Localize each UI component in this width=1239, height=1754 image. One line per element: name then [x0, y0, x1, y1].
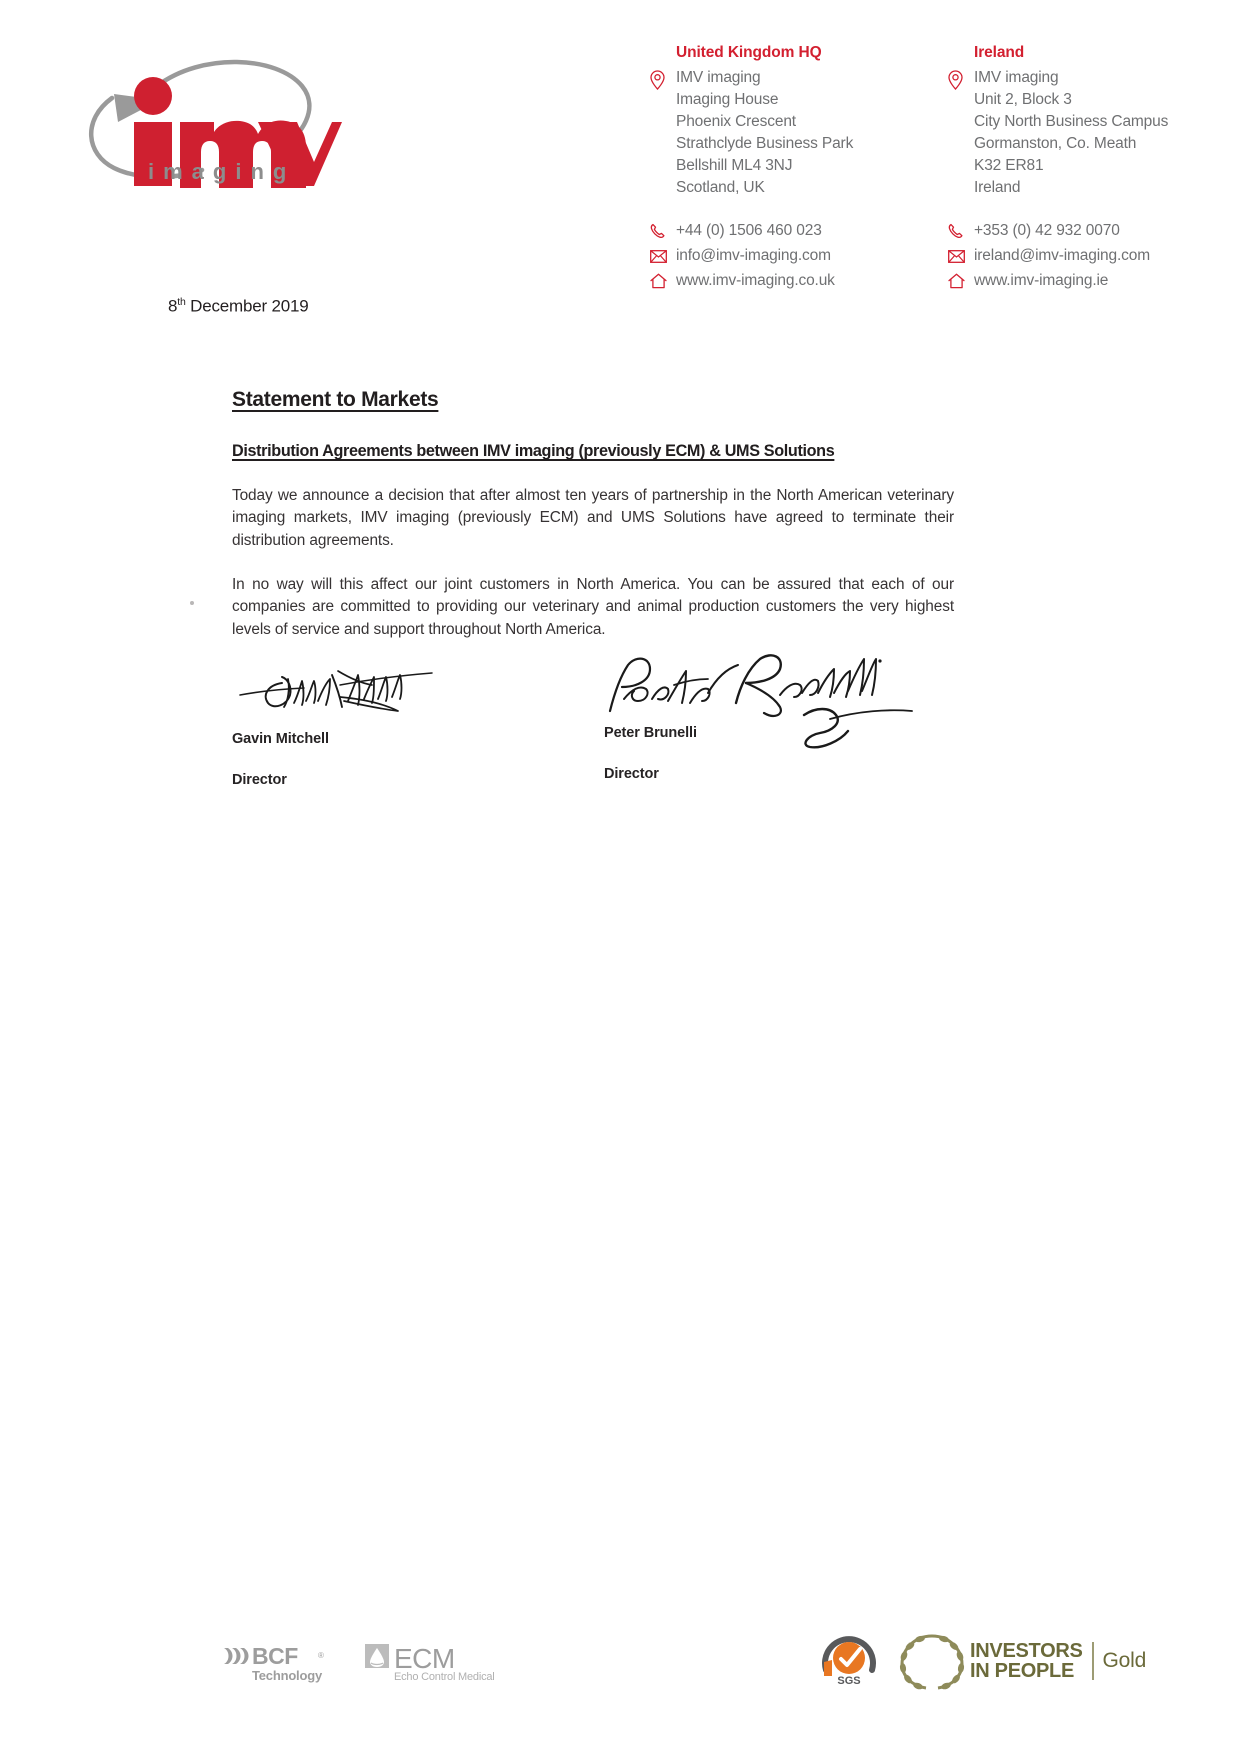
- contact-column-title: United Kingdom HQ: [676, 44, 822, 61]
- imv-logo-icon: [52, 38, 342, 188]
- home-icon: [650, 273, 676, 289]
- address-line: IMV imaging: [676, 68, 761, 86]
- date-day: 8: [168, 296, 178, 316]
- address-line: Strathclyde Business Park: [676, 134, 854, 152]
- footer-certification-logos: [818, 1628, 1146, 1693]
- page-title: Statement to Markets: [232, 388, 439, 411]
- address-line: Gormanston, Co. Meath: [974, 134, 1137, 152]
- iip-line-2: IN PEOPLE: [970, 1659, 1074, 1682]
- address-line: City North Business Campus: [974, 112, 1169, 130]
- address-block: [948, 67, 1198, 199]
- email-row[interactable]: [650, 245, 890, 268]
- imv-logo: [52, 38, 342, 188]
- contact-links-uk: [650, 220, 890, 293]
- contact-column-ireland: [948, 44, 1198, 295]
- location-pin-icon: [650, 67, 676, 95]
- document-header: [0, 0, 1239, 300]
- date-month-year: December 2019: [185, 296, 309, 316]
- address-line: Phoenix Crescent: [676, 112, 796, 130]
- letter-date: [168, 296, 309, 317]
- contact-links-ireland: [948, 220, 1198, 293]
- phone-number: +44 (0) 1506 460 023: [676, 222, 822, 240]
- address-line: Scotland, UK: [676, 178, 765, 196]
- body-paragraph: Today we announce a decision that after almost ten years of partnership in the North American veterinary imaging markets, IMV imaging (previously ECM) and UMS Solutions have agreed to terminate their distribution agreements.: [232, 487, 954, 549]
- address-line: IMV imaging: [974, 68, 1059, 86]
- email-address: ireland@imv-imaging.com: [974, 247, 1150, 265]
- ecm-wordmark: ECM: [394, 1643, 455, 1674]
- iip-level: Gold: [1102, 1648, 1147, 1672]
- envelope-icon: [948, 250, 974, 263]
- website-url: www.imv-imaging.ie: [974, 272, 1109, 290]
- investors-in-people-laurel: [894, 1630, 970, 1692]
- website-row[interactable]: [948, 270, 1198, 293]
- page-subtitle: Distribution Agreements between IMV imaging (previously ECM) & UMS Solutions: [232, 442, 835, 460]
- handwritten-signature: [232, 655, 592, 727]
- ecm-tagline: Echo Control Medical: [394, 1671, 495, 1683]
- iip-line-1: INVESTORS: [970, 1639, 1083, 1662]
- signatory-name: Gavin Mitchell: [232, 731, 329, 747]
- phone-icon: [650, 223, 676, 239]
- address-lines: [974, 67, 1168, 199]
- address-line: Imaging House: [676, 90, 779, 108]
- date-ordinal-suffix: th: [177, 296, 186, 308]
- sgs-label: SGS: [837, 1675, 861, 1687]
- signatory-name: Peter Brunelli: [604, 725, 697, 741]
- bcf-wordmark: BCF: [252, 1643, 298, 1669]
- svg-text:®: ®: [318, 1651, 324, 1660]
- website-row[interactable]: [650, 270, 890, 293]
- contact-columns: [650, 44, 1198, 295]
- ecm-logo: [364, 1638, 519, 1689]
- address-line: Bellshill ML4 3NJ: [676, 156, 793, 174]
- svg-text:imaging: imaging: [148, 159, 296, 184]
- bcf-tagline: Technology: [252, 1668, 322, 1683]
- address-line: K32 ER81: [974, 156, 1044, 174]
- envelope-icon: [650, 250, 676, 263]
- scan-artifact: [190, 601, 194, 605]
- website-url: www.imv-imaging.co.uk: [676, 272, 835, 290]
- address-lines: [676, 67, 853, 199]
- handwritten-signature: [604, 649, 994, 721]
- signatory-role: Director: [604, 766, 659, 782]
- statement-body: [232, 388, 954, 663]
- sgs-certification-badge: [818, 1628, 880, 1693]
- investors-in-people-logo: [894, 1630, 1146, 1692]
- signature-peter-brunelli: [604, 655, 994, 782]
- bcf-technology-logo: [222, 1638, 342, 1689]
- location-pin-icon: [948, 67, 974, 95]
- signature-gavin-mitchell: [232, 655, 592, 788]
- footer-brand-logos: [222, 1638, 519, 1689]
- home-icon: [948, 273, 974, 289]
- address-block: [650, 67, 890, 199]
- address-line: Ireland: [974, 178, 1021, 196]
- contact-column-title: Ireland: [974, 44, 1025, 61]
- phone-number: +353 (0) 42 932 0070: [974, 222, 1120, 240]
- signatory-role: Director: [232, 772, 287, 788]
- iip-divider: [1092, 1642, 1094, 1680]
- body-paragraph: In no way will this affect our joint customers in North America. You can be assured that each of our companies are committed to providing our veterinary and animal production customers the very highest levels of service and support throughout North America.: [232, 575, 954, 638]
- phone-icon: [948, 223, 974, 239]
- address-line: Unit 2, Block 3: [974, 90, 1072, 108]
- phone-row[interactable]: [948, 220, 1198, 243]
- email-address: info@imv-imaging.com: [676, 247, 831, 265]
- phone-row[interactable]: [650, 220, 890, 243]
- email-row[interactable]: [948, 245, 1198, 268]
- contact-column-uk: [650, 44, 890, 295]
